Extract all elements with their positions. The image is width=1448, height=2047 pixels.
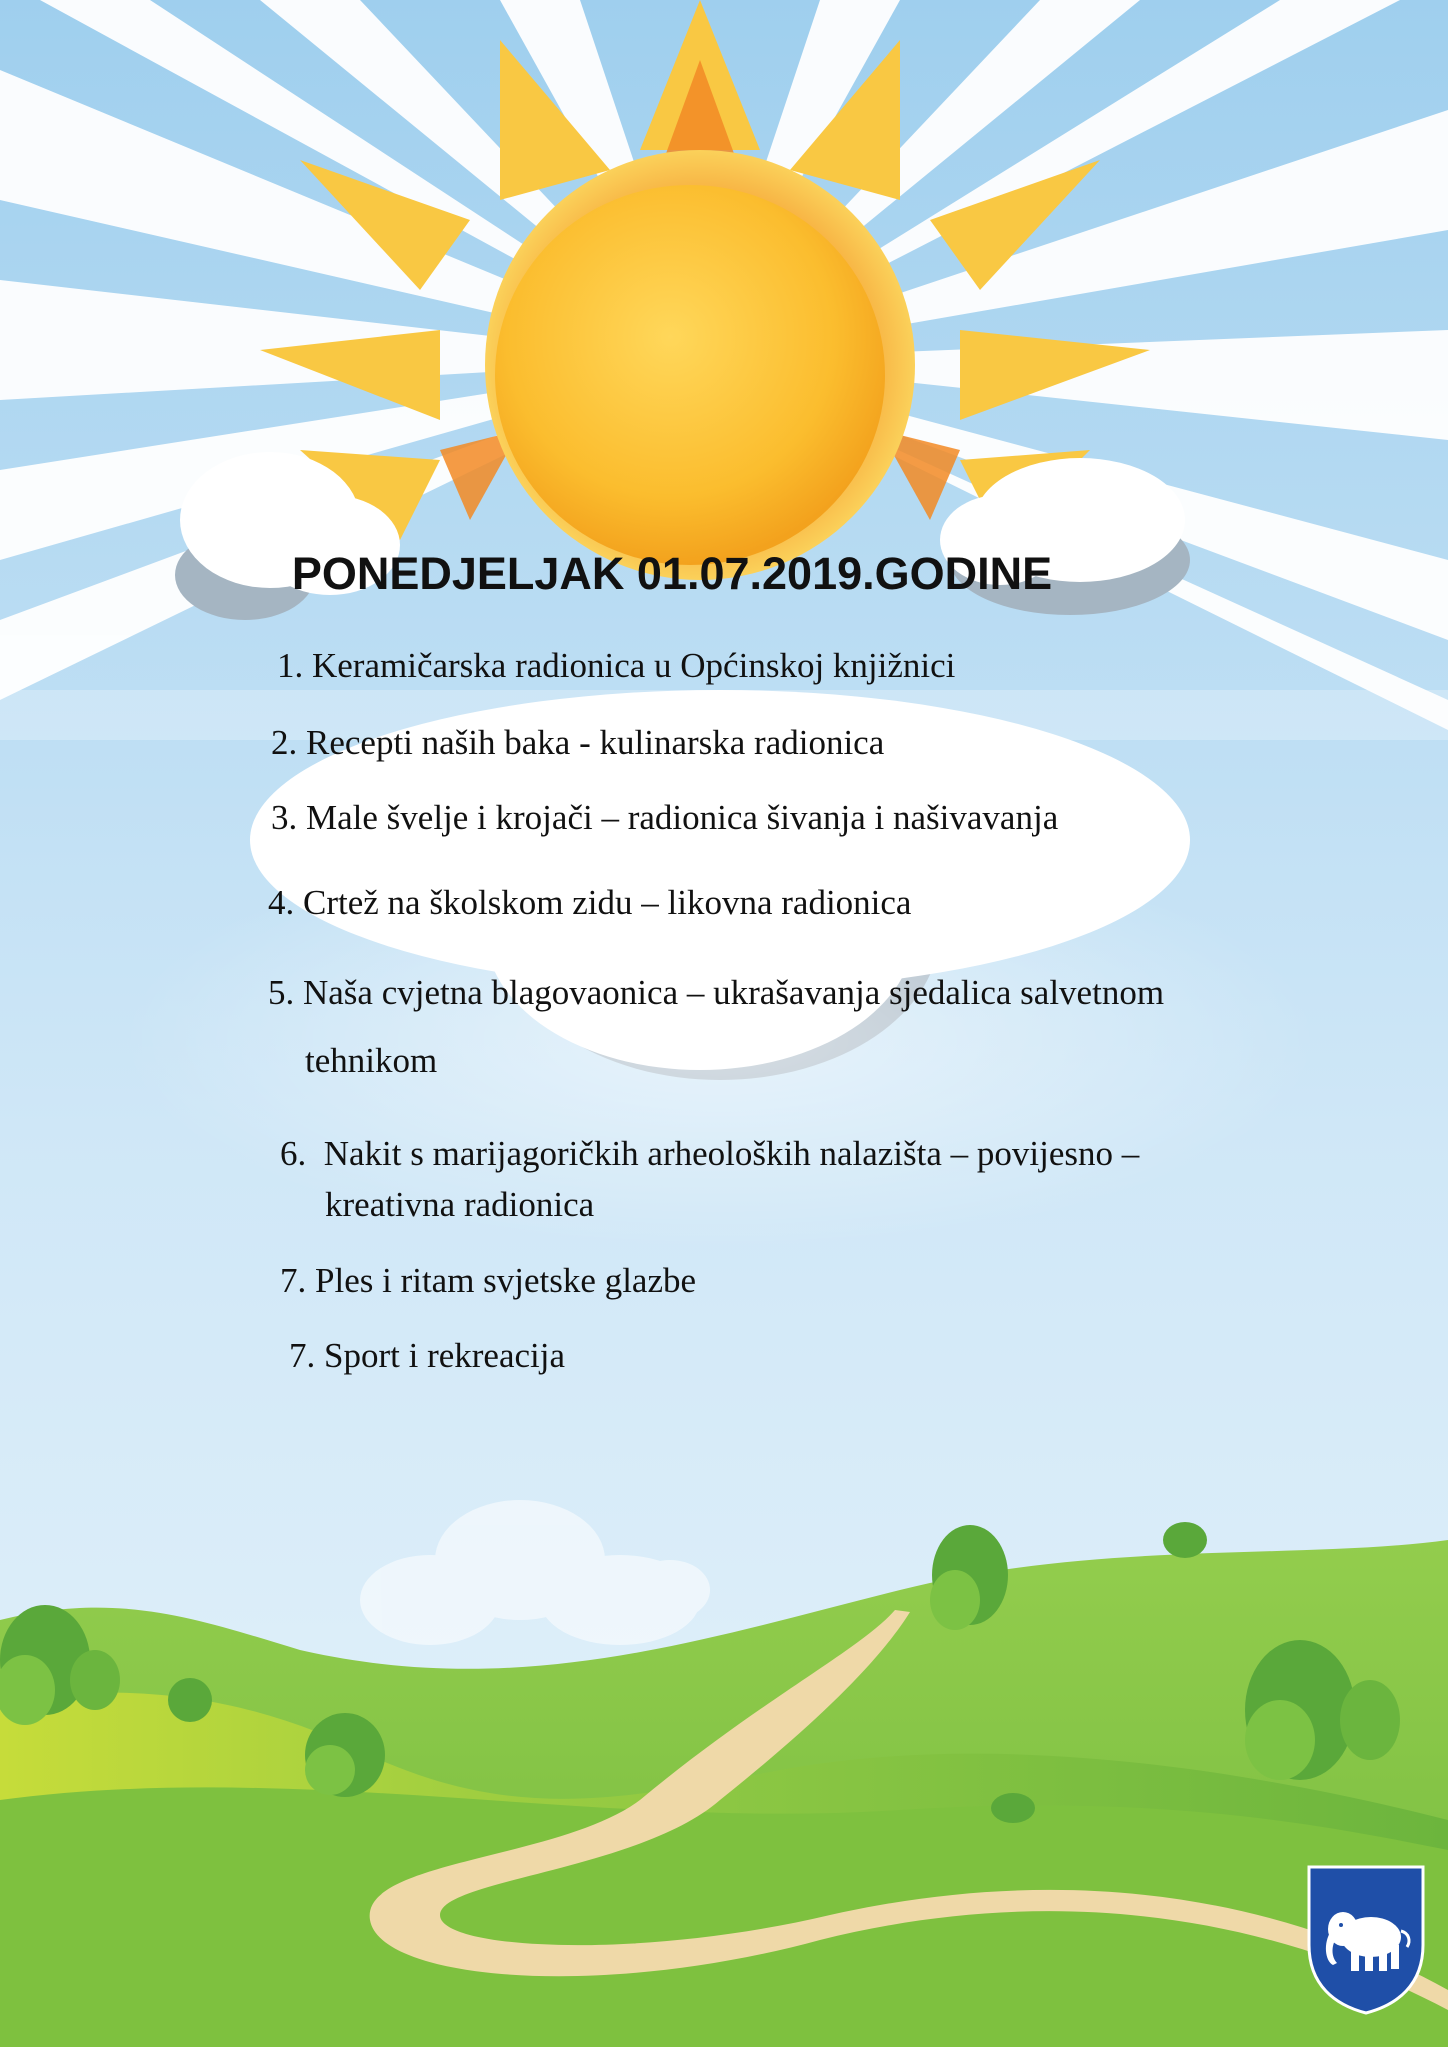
page-title: PONEDJELJAK 01.07.2019.GODINE bbox=[291, 548, 1053, 599]
list-item bbox=[268, 972, 1164, 1014]
list-item bbox=[271, 797, 1058, 839]
list-item bbox=[289, 1335, 565, 1377]
list-item-text: Sport i rekreacija bbox=[324, 1336, 566, 1375]
list-item-continuation: tehnikom bbox=[305, 1041, 438, 1080]
list-item-number: 6. bbox=[280, 1134, 307, 1173]
list-item-number: 4. bbox=[268, 883, 295, 922]
list-item-text: Nakit s marijagoričkih arheoloških nalazišta – povijesno – bbox=[323, 1134, 1140, 1173]
list-item bbox=[280, 1133, 1139, 1175]
list-item-number: 5. bbox=[268, 973, 295, 1012]
list-item-number: 7. bbox=[289, 1336, 316, 1375]
list-item-number: 1. bbox=[277, 646, 304, 685]
list-item-continuation: kreativna radionica bbox=[325, 1185, 595, 1224]
list-item-text: Crtež na školskom zidu – likovna radionica bbox=[303, 883, 912, 922]
list-item bbox=[277, 645, 955, 687]
list-item-text: Male švelje i krojači – radionica šivanja i našivavanja bbox=[306, 798, 1059, 837]
list-item-number: 3. bbox=[271, 798, 298, 837]
list-item-text: Recepti naših baka - kulinarska radionica bbox=[306, 723, 885, 762]
list-item bbox=[268, 882, 911, 924]
list-item-text: Ples i ritam svjetske glazbe bbox=[315, 1261, 697, 1300]
list-item-number: 2. bbox=[271, 723, 298, 762]
list-item-text: Keramičarska radionica u Općinskoj knjižnici bbox=[312, 646, 956, 685]
list-item-number: 7. bbox=[280, 1261, 307, 1300]
list-item bbox=[280, 1260, 696, 1302]
elephant-crest-icon bbox=[1307, 1865, 1425, 2015]
list-item bbox=[271, 722, 884, 764]
list-item-text: Naša cvjetna blagovaonica – ukrašavanja sjedalica salvetnom bbox=[303, 973, 1165, 1012]
